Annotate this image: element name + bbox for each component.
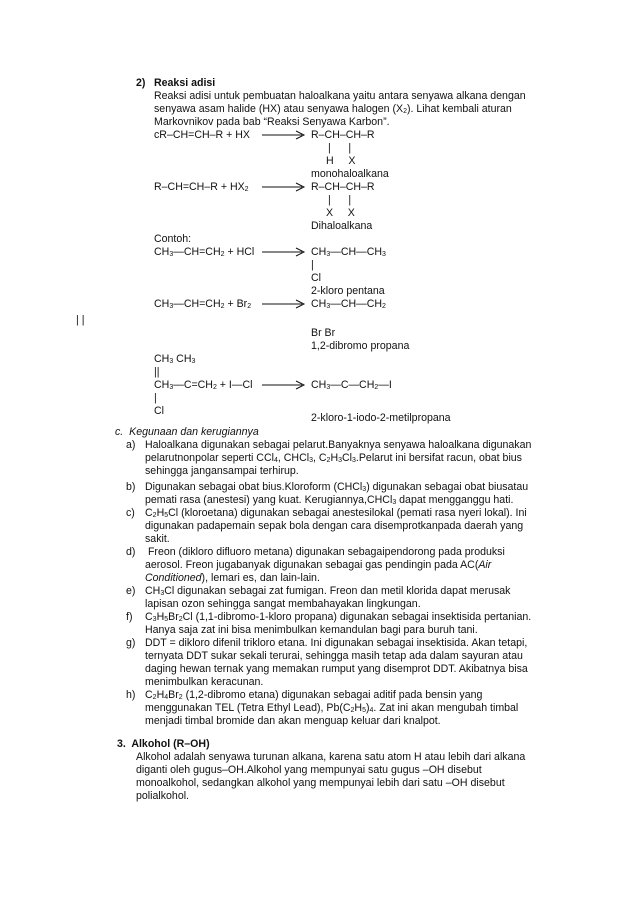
reaction2-substituents: X X (326, 207, 355, 219)
example3-substituent: Cl (154, 405, 165, 417)
arrow-icon (262, 380, 306, 390)
alkohol-line-3: monoalkohol, sedangkan alkohol yang mempunyai lebih dari satu –OH disebut (136, 777, 505, 789)
item-c-line-1: $C_2H_5Cl$ (kloroetana) digunakan sebagai anestesilokal (pemati rasa nyeri lokal). Ini (145, 507, 527, 519)
item-h-line-1: $C_2H_4Br_2$ (1,2-dibromo etana) digunakan sebagai aditif pada bensin yang (145, 689, 483, 701)
arrow-icon (262, 299, 306, 309)
section-title: Reaksi adisi (154, 77, 216, 89)
example2-substituents: Br Br (311, 327, 336, 339)
reaction2-reactants: $R-CH=CH-R + HX_2$ (154, 181, 249, 193)
reaction1-bonds: | | (328, 142, 352, 154)
section-number: 2) (136, 77, 146, 89)
contoh-label: Contoh: (154, 233, 192, 245)
item-d-line-1: Freon (dikloro difluoro metana) digunakan sebagaipendorong pada produksi (145, 546, 505, 558)
example1-bond: | (311, 259, 314, 271)
example3-bond: | (154, 392, 157, 404)
reaction1-reactants: cR–CH=CH–R + HX (154, 129, 250, 141)
reaction1-substituents: H X (326, 155, 356, 167)
intro-line-3: Markovnikov pada bab “Reaksi Senyawa Karbon”. (154, 116, 390, 128)
example2-name: 1,2-dibromo propana (311, 340, 410, 352)
arrow-icon (262, 247, 306, 257)
example3-double-bond: || (154, 366, 160, 378)
item-h-line-3: menjadi timbal bromide dan akan menguap keluar dari knalpot. (145, 715, 441, 727)
item-f-line-1: $C_3H_5Br_2Cl$ (1,1-dibromo-1-kloro propana) digunakan sebagai insektisida pertanian. (145, 611, 532, 623)
item-b-line-2: pemati rasa (anestesi) yang kuat. Kerugiannya,CHCl$_3$ dapat mengganggu hati. (145, 494, 514, 506)
item-g-line-3: daging hewan ternak yang memakan rumput yang disemprot DDT. Akibatnya bisa (145, 663, 528, 675)
item-g-line-2: ternyata DDT sukar sekali terurai, sehingga masih tetap ada dalam sayuran atau (145, 650, 523, 662)
example1-name: 2-kloro pentana (311, 285, 385, 297)
item-d-line-3: Conditioned), lemari es, dan lain-lain. (145, 572, 320, 584)
example1-product: $CH_3—CH—CH_3$ (311, 246, 386, 258)
usage-heading: c. Kegunaan dan kerugiannya (115, 426, 259, 438)
item-a-line-1: Haloalkana digunakan sebagai pelarut.Banyaknya senyawa haloalkana digunakan (145, 439, 532, 451)
arrow-icon (262, 182, 306, 192)
example2-product: $CH_3—CH—CH_2$ (311, 298, 386, 310)
intro-line-1: Reaksi adisi untuk pembuatan haloalkana yaitu antara senyawa alkana dengan (154, 90, 526, 102)
item-e-line-1: $CH_3Cl$ digunakan sebagai zat fumigan. Freon dan metil klorida dapat merusak (145, 585, 511, 597)
example2-reactants: $CH_3—CH=CH_2 + Br_2$ (154, 298, 252, 310)
item-d-line-2: aerosol. Freon jugabanyak digunakan sebagai gas pendingin pada AC(Air (145, 559, 492, 571)
example1-reactants: $CH_3—CH=CH_2$ + HCl (154, 246, 255, 258)
margin-bond-mark: | | (76, 314, 85, 326)
item-marker: g) (126, 637, 136, 649)
alkohol-line-1: Alkohol adalah senyawa turunan alkana, karena satu atom H atau lebih dari alkana (136, 751, 526, 763)
item-marker: h) (126, 689, 136, 701)
reaction2-product: R–CH–CH–R (311, 181, 375, 193)
example3-name: 2-kloro-1-iodo-2-metilpropana (311, 412, 451, 424)
item-marker: f) (126, 611, 133, 623)
item-b-line-1: Digunakan sebagai obat bius.Kloroform (CHCl$_3$) digunakan sebagai obat biusatau (145, 481, 529, 493)
reaction1-product: R–CH–CH–R (311, 129, 375, 141)
example3-methyl-groups: $CH_3$ $CH_3$ (154, 353, 196, 365)
item-marker: d) (126, 546, 136, 558)
reaction2-bonds: | | (328, 194, 352, 206)
alkohol-heading: 3. Alkohol (R–OH) (117, 738, 210, 750)
example3-product: $CH_3—C—CH_2—I$ (311, 379, 392, 391)
item-f-line-2: Hanya saja zat ini bisa menimbulkan kemandulan bagi para buruh tani. (145, 624, 478, 636)
item-g-line-1: DDT = dikloro difenil trikloro etana. Ini digunakan sebagai insektisida. Akan tetapi, (145, 637, 528, 649)
item-a-line-3: sehingga jangansampai terhirup. (145, 465, 299, 477)
arrow-icon (262, 130, 306, 140)
item-a-line-2: pelarutnonpolar seperti CCl$_4$, CHCl$_3$, $C_2H_3Cl_3.Pelarut$ ini bersifat racun, obat bius (145, 452, 522, 464)
item-c-line-3: sakit. (145, 533, 170, 545)
reaction1-name: monohaloalkana (311, 168, 389, 180)
item-h-line-2: menggunakan TEL (Tetra Ethyl Lead), $Pb(C_2H_5)_4$. Zat ini akan mengubah timbal (145, 702, 519, 714)
item-marker: e) (126, 585, 136, 597)
item-marker: a) (126, 439, 136, 451)
item-c-line-2: digunakan padapemain sepak bola dengan cara disemprotkanpada daerah yang (145, 520, 524, 532)
item-g-line-4: menimbulkan keracunan. (145, 676, 264, 688)
alkohol-line-4: polialkohol. (136, 790, 190, 802)
reaction2-name: Dihaloalkana (311, 220, 373, 232)
example3-reactants: $CH_3—C=CH_2$ + I—Cl (154, 379, 253, 391)
item-marker: b) (126, 481, 136, 493)
item-marker: c) (126, 507, 135, 519)
intro-line-2: senyawa asam halide (HX) atau senyawa halogen $(X_2)$. Lihat kembali aturan (154, 103, 512, 115)
item-e-line-2: lapisan ozon sehingga sangat membahayakan lingkungan. (145, 598, 421, 610)
alkohol-line-2: diganti oleh gugus–OH.Alkohol yang mempunyai satu gugus –OH disebut (136, 764, 482, 776)
example1-substituent: Cl (311, 272, 322, 284)
